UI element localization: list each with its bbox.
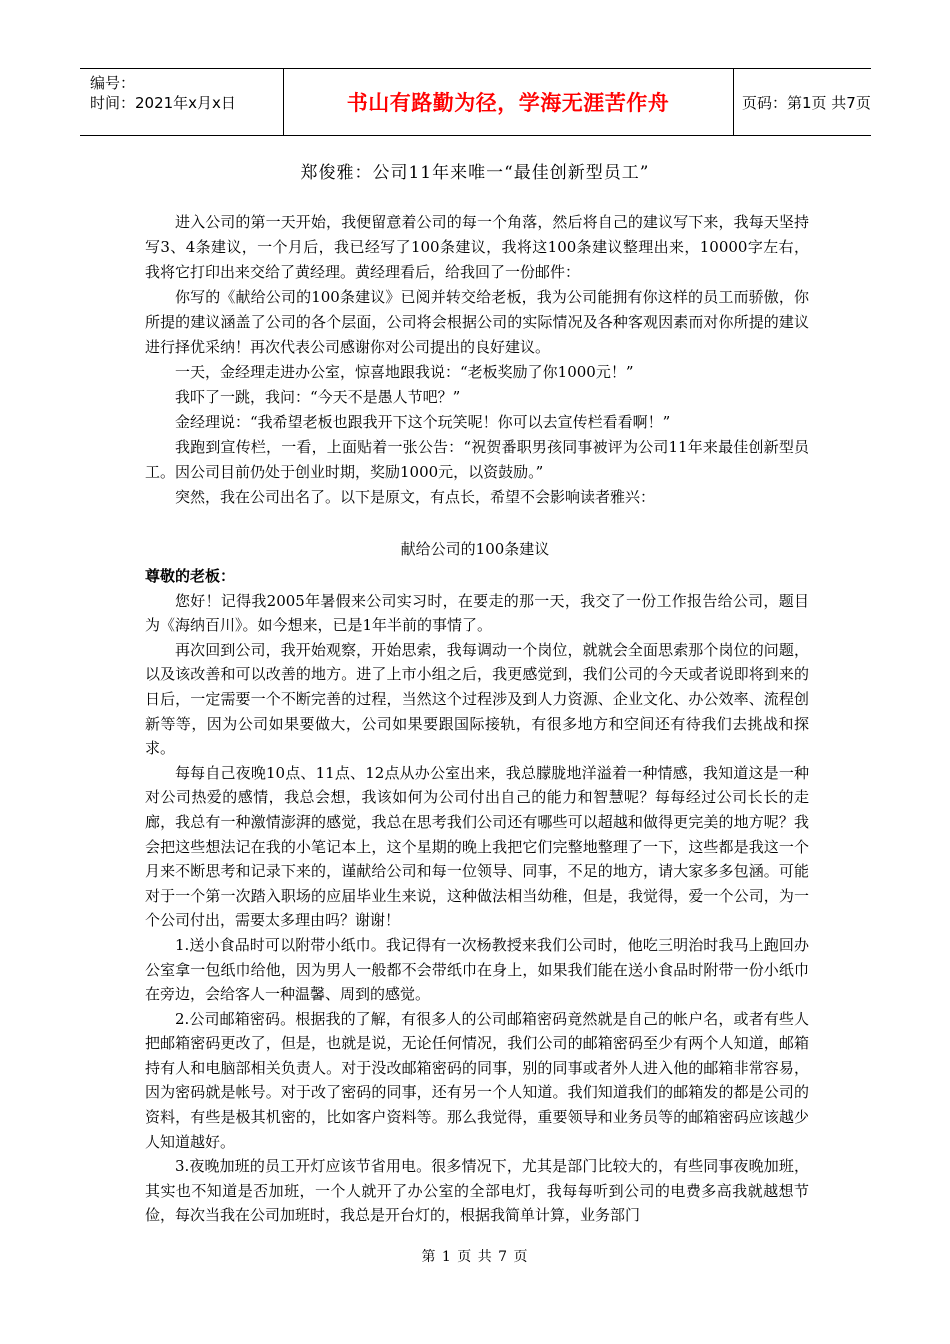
- header-motto: 书山有路勤为径，学海无涯苦作舟: [346, 91, 670, 115]
- header-page-info: 页码：第1页 共7页: [742, 93, 871, 112]
- letter-paragraph: 再次回到公司，我开始观察，开始思索，我每调动一个岗位，就就会全面思索那个岗位的问题，以及该改善和可以改善的地方。进了上市小组之后，我更感觉到，我们公司的今天或者说即将到来的日后，一定需要一个不断完善的过程，当然这个过程涉及到人力资源、企业文化、办公效率、流程创新等等，因为公司如果要做大，公司如果要跟国际接轨，有很多地方和空间还有待我们去挑战和探求。: [145, 640, 809, 758]
- letter-paragraph: 1.送小食品时可以附带小纸巾。我记得有一次杨教授来我们公司时，他吃三明治时我马上跑回办公室拿一包纸巾给他，因为男人一般都不会带纸巾在身上，如果我们能在送小食品时附带一份小纸巾在旁边，会给客人一种温馨、周到的感觉。: [145, 935, 809, 1004]
- letter-paragraph: 您好！记得我2005年暑假来公司实习时，在要走的那一天，我交了一份工作报告给公司，题目为《海纳百川》。如今想来，已是1年半前的事情了。: [145, 591, 809, 635]
- document-date: 时间：2021年x月x日: [90, 94, 236, 112]
- letter-title: 献给公司的100条建议: [400, 540, 550, 558]
- header-meta-cell: [80, 69, 284, 135]
- intro-paragraph: 一天，金经理走进办公室，惊喜地跟我说：“老板奖励了你1000元！”: [175, 363, 634, 381]
- intro-paragraph: 我跑到宣传栏，一看，上面贴着一张公告：“祝贺番职男孩同事被评为公司11年来最佳创新型员工。因公司目前仍处于创业时期，奖励1000元，以资鼓励。”: [145, 438, 809, 481]
- article-title: 郑俊雅：公司11年来唯一“最佳创新型员工”: [300, 163, 650, 183]
- intro-paragraph: 你写的《献给公司的100条建议》已阅并转交给老板，我为公司能拥有你这样的员工而骄傲，你所提的建议涵盖了公司的各个层面，公司将会根据公司的实际情况及各种客观因素而对你所提的建议进行择优采纳！再次代表公司感谢你对公司提出的良好建议。: [145, 288, 809, 356]
- intro-paragraph: 突然，我在公司出名了。以下是原文，有点长，希望不会影响读者雅兴：: [175, 488, 656, 506]
- letter-salutation: 尊敬的老板：: [145, 567, 236, 585]
- page-header: [80, 68, 871, 136]
- header-motto-cell: [283, 69, 734, 135]
- page-footer: 第 1 页 共 7 页: [421, 1249, 529, 1265]
- intro-paragraph: 我吓了一跳，我问：“今天不是愚人节吧？”: [175, 388, 461, 406]
- letter-paragraph: 2.公司邮箱密码。根据我的了解，有很多人的公司邮箱密码竟然就是自己的帐户名，或者有些人把邮箱密码更改了，但是，也就是说，无论任何情况，我们公司的邮箱密码至少有两个人知道，邮箱持有人和电脑部相关负责人。对于没改邮箱密码的同事，别的同事或者外人进入他的邮箱非常容易，因为密码就是帐号。对于改了密码的同事，还有另一个人知道。我们知道我们的邮箱发的都是公司的资料，有些是极其机密的，比如客户资料等。那么我觉得，重要领导和业务员等的邮箱密码应该越少人知道越好。: [145, 1009, 809, 1151]
- document-number-label: 编号：: [90, 74, 136, 92]
- intro-paragraph: 进入公司的第一天开始，我便留意着公司的每一个角落，然后将自己的建议写下来，我每天坚持写3、4条建议，一个月后，我已经写了100条建议，我将这100条建议整理出来，10000字左右，我将它打印出来交给了黄经理。黄经理看后，给我回了一份邮件：: [145, 213, 809, 281]
- letter-paragraph: 每每自己夜晚10点、11点、12点从办公室出来，我总朦胧地洋溢着一种情感，我知道这是一种对公司热爱的感情，我总会想，我该如何为公司付出自己的能力和智慧呢？每每经过公司长长的走廊，我总有一种激情澎湃的感觉，我总在思考我们公司还有哪些可以超越和做得更完美的地方呢？我会把这些想法记在我的小笔记本上，这个星期的晚上我把它们完整地整理了一下，这些都是我这一个月来不断思考和记录下来的，谨献给公司和每一位领导、同事，不足的地方，请大家多多包涵。可能对于一个第一次踏入职场的应届毕业生来说，这种做法相当幼稚，但是，我觉得，爱一个公司，为一个公司付出，需要太多理由吗？谢谢！: [145, 763, 809, 930]
- intro-paragraph: 金经理说：“我希望老板也跟我开下这个玩笑呢！你可以去宣传栏看看啊！”: [175, 413, 671, 431]
- letter-section: [145, 564, 809, 1228]
- intro-section: [145, 210, 809, 510]
- letter-paragraph: 3.夜晚加班的员工开灯应该节省用电。很多情况下，尤其是部门比较大的，有些同事夜晚加班，其实也不知道是否加班，一个人就开了办公室的全部电灯，我每每听到公司的电费多高我就越想节俭，每次当我在公司加班时，我总是开台灯的，根据我简单计算，业务部门: [145, 1157, 809, 1225]
- header-page-cell: [734, 69, 871, 135]
